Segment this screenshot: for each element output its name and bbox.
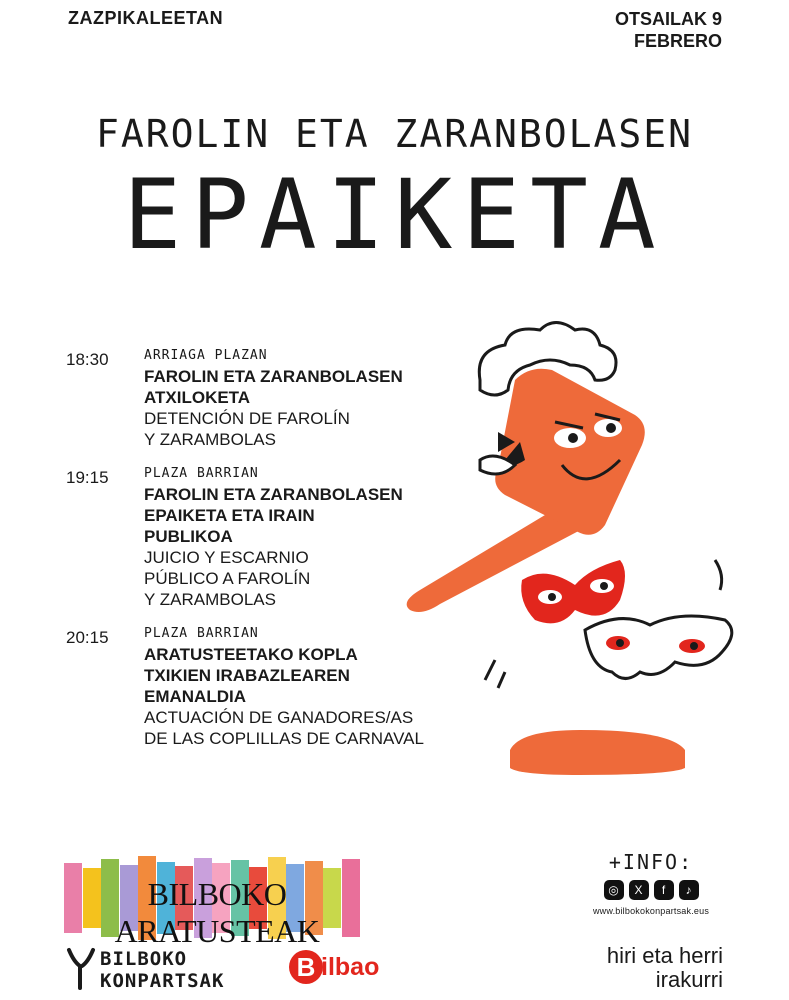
date-block — [615, 8, 722, 52]
location-label: ZAZPIKALEETAN — [68, 8, 224, 28]
white-mask — [585, 616, 732, 679]
slot-line-eu: FAROLIN ETA ZARANBOLASEN — [144, 485, 403, 504]
slot-line-es: PÚBLICO A FAROLÍN — [144, 569, 311, 588]
slot-place: PLAZA BARRIAN — [144, 466, 259, 481]
slot-line-es: DETENCIÓN DE FAROLÍN — [144, 409, 350, 428]
slot-line-eu: EMANALDIA — [144, 687, 246, 706]
bilboko-aratusteak-logo — [64, 856, 370, 949]
slot-line-eu: EPAIKETA ETA IRAIN — [144, 506, 315, 525]
slogan — [607, 944, 723, 992]
slot-line-eu: FAROLIN ETA ZARANBOLASEN — [144, 367, 403, 386]
red-mask — [521, 560, 625, 623]
slot-line-es: DE LAS COPLILLAS DE CARNAVAL — [144, 729, 424, 748]
facebook-icon[interactable]: f — [654, 880, 674, 900]
date-es: FEBRERO — [633, 31, 722, 51]
website-link[interactable]: www.bilbokokonpartsak.eus — [592, 906, 710, 916]
slot-place: ARRIAGA PLAZAN — [144, 348, 268, 363]
social-icons — [580, 880, 722, 900]
carnival-illustration — [380, 310, 789, 790]
bilbao-logo-b: B — [289, 950, 323, 984]
slot-line-eu: TXIKIEN IRABAZLEAREN — [144, 666, 350, 685]
x-icon[interactable]: X — [629, 880, 649, 900]
bilbao-logo-text: ilbao — [321, 953, 380, 981]
sound-block — [510, 730, 685, 775]
poster-subtitle: FAROLIN ETA ZARANBOLASEN — [95, 112, 694, 156]
slot-place: PLAZA BARRIAN — [144, 626, 259, 641]
slot-line-es: JUICIO Y ESCARNIO — [144, 548, 309, 567]
instagram-icon[interactable]: ◎ — [604, 880, 624, 900]
info-title: +INFO: — [608, 850, 694, 874]
slogan-line-1: hiri eta herri — [606, 943, 723, 968]
slot-time: 19:15 — [66, 468, 109, 487]
slogan-line-2: irakurri — [655, 967, 723, 992]
konpartsak-logo-text: BILBOKO KONPARTSAK — [100, 948, 225, 992]
tiktok-icon[interactable]: ♪ — [679, 880, 699, 900]
konpartsak-mark-icon — [66, 946, 96, 990]
slot-line-es: Y ZARAMBOLAS — [144, 430, 276, 449]
bilbao-logo — [289, 950, 380, 984]
slot-line-eu: ARATUSTEETAKO KOPLA — [144, 645, 358, 664]
date-eu: OTSAILAK 9 — [614, 9, 722, 29]
slot-line-es: Y ZARAMBOLAS — [144, 590, 276, 609]
info-block — [580, 850, 722, 916]
slot-line-eu: PUBLIKOA — [144, 527, 233, 546]
slot-line-eu: ATXILOKETA — [144, 388, 251, 407]
slot-line-es: ACTUACIÓN DE GANADORES/AS — [144, 708, 414, 727]
poster-title: EPAIKETA — [123, 159, 666, 271]
slot-time: 18:30 — [66, 350, 109, 369]
aratusteak-logo-text: BILBOKO ARATUSTEAK — [114, 876, 320, 949]
slot-time: 20:15 — [66, 628, 109, 647]
